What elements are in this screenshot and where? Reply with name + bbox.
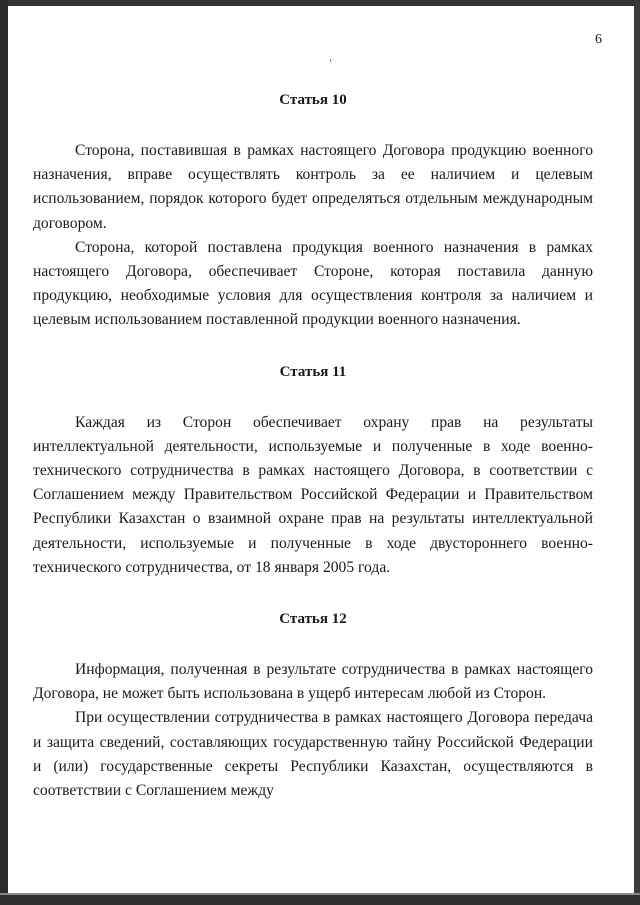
scan-speck: ‘ [329, 58, 333, 69]
paragraph: Сторона, которой поставлена продукция военного назначения в рамках настоящего Договора, обеспечивает Стороне, которая поставила данную продукцию, необходимые условия для осуществления контроля за наличием и целевым использованием поставленной продукции военного назначения. [33, 238, 593, 329]
document-body [33, 88, 593, 803]
article-heading: Статья 10 [279, 92, 347, 108]
paragraph: Каждая из Сторон обеспечивает охрану прав на результаты интеллектуальной деятельности, используемые и полученные в ходе военно-технического сотрудничества в рамках настоящего Договора, в соответствии с Соглашением между Правительством Российской Федерации и Правительством Республики Казахстан о взаимной охране прав на результаты интеллектуальной деятельности, используемые и полученные в ходе двустороннего военно-технического сотрудничества, от 18 января 2005 года. [33, 413, 593, 576]
scan-border-right [634, 0, 640, 905]
scan-border-bottom-line [0, 893, 640, 895]
page-number: 6 [595, 32, 602, 47]
article-10 [33, 88, 593, 333]
article-heading: Статья 11 [279, 363, 347, 380]
article-heading: Статья 12 [279, 611, 347, 628]
scan-border-bottom [0, 895, 640, 905]
paragraph: Сторона, поставившая в рамках настоящего Договора продукцию военного назначения, вправе осуществлять контроль за ее наличием и целевым использованием, порядок которого будет определяться отдельным международным договором. [33, 142, 593, 232]
paragraph: При осуществлении сотрудничества в рамках настоящего Договора передача и защита сведений, составляющих государственную тайну Российской Федерации и (или) государственные секреты Республики Казахстан, осуществляются в соответствии с Соглашением между [33, 709, 593, 800]
article-12 [33, 607, 593, 803]
article-11 [33, 360, 593, 580]
paragraph: Информация, полученная в результате сотрудничества в рамках настоящего Договора, не может быть использована в ущерб интересам любой из Сторон. [33, 661, 593, 703]
scan-border-left [0, 0, 8, 905]
scan-border-top [0, 0, 640, 6]
